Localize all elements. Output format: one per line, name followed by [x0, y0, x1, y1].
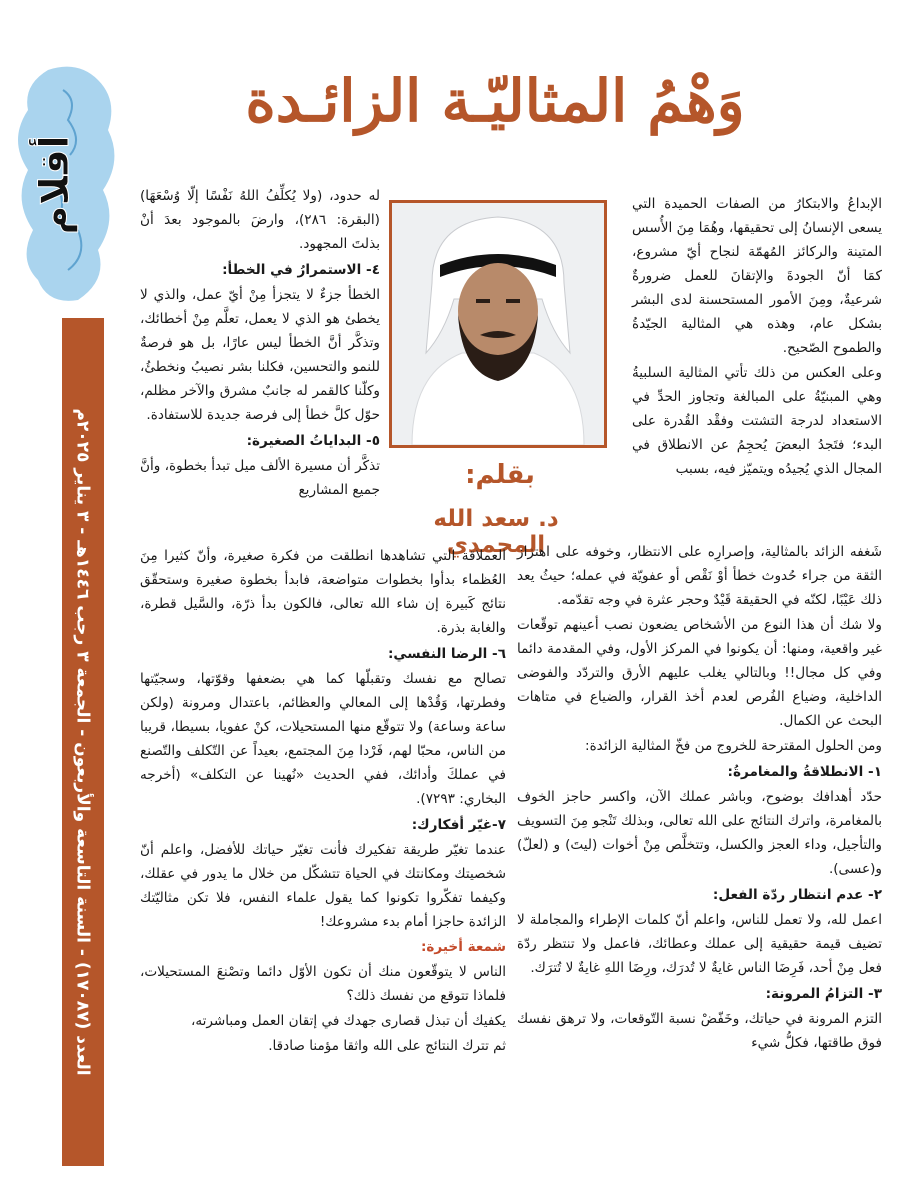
paragraph: ولا شك أن هذا النوع من الأشخاص يضعون نصب أعينهم توقّعات غير واقعية، ومنها: أن يكونوا في المركز الأول، وفي المقدمة دائما وفي كل مجال!! وبالتالي يغلب عليهم الأرق والتردّد والفوضى الداخلية، وضياع الفُرص لعدم أخذ القرار، والضياع في متاهات البحث عن الكمال. [517, 617, 882, 729]
paragraph: ومن الحلول المقترحة للخروج من فخّ المثالية الزائدة: [584, 738, 882, 754]
byline-label: بقلم: [465, 460, 535, 490]
paragraph: يكفيك أن تبذل قصارى جهدك في إتقان العمل ومباشرته، [190, 1013, 506, 1029]
section-heading: ٥- البداياتُ الصغيرة: [246, 433, 380, 449]
author-photo [389, 200, 607, 448]
paragraph: تذكَّر أن مسيرة الألف ميل تبدأ بخطوة، وأنَّ جميع المشاريع [140, 458, 380, 498]
paragraph: الخطأ جزءٌ لا يتجزأ مِنْ أيّ عمل، والذي لا يخطئ هو الذي لا يعمل، تعلَّم مِنْ أخطائك، وتذكَّر أنَّ الخطأ ليس عارًا، بل هو فرصةٌ للنمو والتحسين، فكلنا بشر نصيبُ ونخطئُ، وكلّنا كالقمر له جانبٌ مشرق والآخر مظلم، حوّل كلَّ خطأ إلى فرصة جديدة للاستفادة. [140, 287, 380, 423]
section-heading: ٢- عدم انتظار ردّة الفعل: [712, 887, 882, 903]
paragraph: اعمل لله، ولا تعمل للناس، واعلم أنّ كلمات الإطراء والمجاملة لا تضيف قيمة حقيقية إلى عملك وعطائك، فاعمل ولا تنتظر ردّة فعل مِنْ أحد، فَرِضَا الناس غايةٌ لا تُدرَك، ورِضَا اللهِ غايةٌ لا تُترَك. [517, 912, 882, 976]
section-heading: ٦- الرضا النفسي: [388, 646, 506, 662]
section-heading: ٣- التزامُ المرونة: [765, 986, 882, 1002]
paragraph: ثم تترك النتائج على الله واثقا مؤمنا صادقا. [268, 1038, 506, 1054]
paragraph: وعلى العكس من ذلك تأتي المثالية السلبيةُ وهي المبنيّةُ على المبالغة وتجاوز الحدِّ في الاستعداد لدرجة التشتت وفقْد القُدرة على البدء؛ فتَجدُ البعضَ يُحجِمُ عن الانطلاق في المجال الذي يُجيدُه ويتميّز فيه، بسبب [632, 365, 882, 477]
article-title: وَهْمُ المثاليّـة الزائـدة [245, 67, 745, 135]
section-heading: ٧-غيّر أفكارك: [411, 817, 506, 833]
article-column-top-right [632, 192, 882, 482]
paragraph: عندما تغيّر طريقة تفكيرك فأنت تغيّر حياتك للأفضل، واعلم أنّ شخصيتك ومكانتك في الحياة تتشكّل من خلال ما يدور في عقلك، وكيفما تفكّروا تكونوا كما يقول علماء النفس، فلا تكن مثاليّتك الزائدة حاجزا أمام بدء مشروعك! [140, 842, 506, 930]
paragraph: شَغفه الزائد بالمثالية، وإصرارِه على الانتظار، وخوفه على اهتزاز الثقة من جراء حُدوث خطأ أوْ نَقْص أو عفويّة في عمله؛ حيثُ يعد ذلك عَيْبًا، لكنّه في الحقيقة قَيْدٌ وحجر عثرة في وجه تقدّمه. [517, 544, 882, 608]
author-name: د. سعد الله المحمدي [433, 506, 559, 558]
issue-info-text: العدد (١٧٠٨٧) - السنة التاسعة والأربعون - الجمعة ٣ رجب ١٤٤٦هـ - ٣ يناير ٢٠٢٥م [73, 408, 93, 1076]
paragraph: العملاقة التي تشاهدها انطلقت من فكرة صغيرة، وأنّ كثيرا مِنَ العُظماء بدأوا بخطوات متواضعة، فابدأ بخطوة صغيرة وستحقّق نتائج كَبيرة إن شاء الله تعالى، فالكون بدأ ذرّة، والسَّيل قطرة، والغابة بذرة. [140, 548, 506, 636]
section-heading: ١- الانطلاقةُ والمغامرةُ: [727, 764, 882, 780]
article-column-bottom-right [517, 540, 882, 1056]
author-portrait-icon [392, 203, 604, 445]
paragraph: حدّد أهدافك بوضوح، وباشر عملك الآن، واكسر حاجز الخوف بالمغامرة، واترك النتائج على الله تعالى، وبذلك تَنْجو مِنَ التسويف والتأجيل، وداء العجز والكسل، وتتخلَّص مِنْ أخوات (ليتَ) و (لعلّ) و(عسى). [517, 789, 882, 877]
masthead-logo [8, 60, 128, 310]
world-map-logo-icon [8, 60, 128, 310]
paragraph: التزم المرونة في حياتك، وخَفّضْ نسبة التّوقعات، ولا ترهق نفسك فوق طاقتها، فكلُّ شيء [517, 1011, 882, 1051]
article-column-top-left [140, 184, 380, 503]
paragraph: الإبداعُ والابتكارُ من الصفات الحميدة التي يسعى الإنسانُ إلى تحقيقها، وهُمَا مِنَ الأُسس المتينة والركائز المُهمّة لنجاح أيّ مشروع، كمَا أنّ الجودةَ والإتقانَ للعمل ضرورةٌ شرعيةٌ، ومِنَ الأمور المستحسنة لدى البشر بشكل عام، وهذه هي المثالية الجيّدةُ والطموح الصّحيح. [632, 196, 882, 356]
article-column-bottom-left [140, 544, 506, 1059]
issue-info-bar [62, 318, 104, 1166]
paragraph: الناس لا يتوقّعون منك أن تكون الأوّل دائما وتصْنعَ المستحيلات، فلماذا تتوقع من نفسك ذلك؟ [140, 964, 506, 1004]
paragraph: تصالح مع نفسك وتقبلّها كما هي بضعفها وقوّتها، وسجيّتها وفطرتها، وَقُدْها إلى المعالي والعظائم، باعتدال ومرونة (ولكن ساعة وساعة) ولا تتوقّع منها المستحيلات، كنْ عفويا، بسيطا، قريبا من الناس، محبّا لهم، فَرْدا مِنَ المجتمع، بعيداً عن التّكلف والتّصنع في عملكَ وأدائك، ففي الحديث «نُهينا عن التكلف» (أخرجه البخاري: ٧٢٩٣). [140, 671, 506, 807]
section-heading: ٤- الاستمرارُ في الخطأ: [222, 262, 380, 278]
closing-heading: شمعة أخيرة: [420, 939, 506, 955]
svg-text:أقلام: أقلام [32, 135, 78, 235]
paragraph: له حدود، (ولا يُكلِّفُ اللهُ نَفْسًا إلّا وُسْعَهَا) (البقرة: ٢٨٦)، وارضَ بالموجود بعدَ أنْ بذلتَ المجهود. [140, 188, 380, 252]
